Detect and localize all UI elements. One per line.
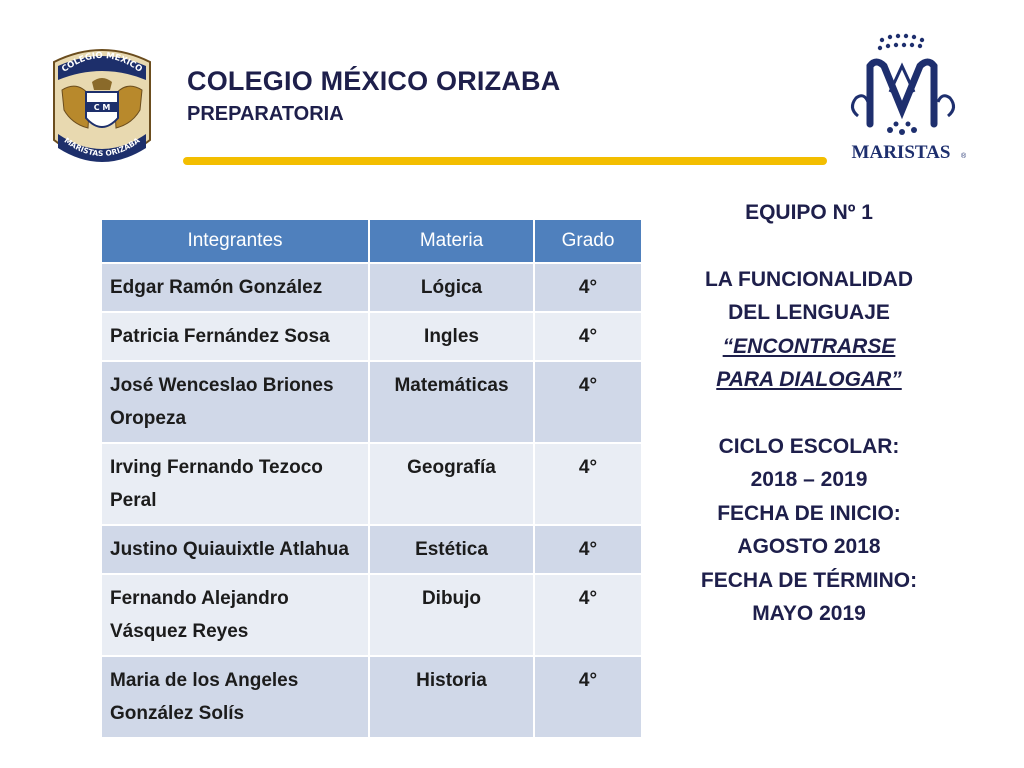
start-date-value: AGOSTO 2018 — [737, 535, 881, 558]
stars-icon — [878, 34, 924, 50]
table-row — [101, 312, 642, 361]
member-subject: Lógica — [369, 263, 534, 312]
cycle-label: CICLO ESCOLAR: — [718, 434, 900, 458]
member-subject: Historia — [369, 656, 534, 738]
table-row — [101, 525, 642, 574]
member-name: Patricia Fernández Sosa — [101, 312, 369, 361]
am-monogram-icon — [870, 62, 934, 124]
end-date-value: MAYO 2019 — [752, 602, 866, 625]
maristas-wordmark: MARISTAS — [851, 142, 951, 163]
table-row — [101, 574, 642, 656]
member-grade: 4° — [534, 263, 642, 312]
member-subject: Ingles — [369, 312, 534, 361]
member-name: Edgar Ramón González — [101, 263, 369, 312]
member-subject: Estética — [369, 525, 534, 574]
member-name: Maria de los Angeles González Solís — [101, 656, 369, 738]
start-date-label: FECHA DE INICIO: — [717, 501, 901, 525]
table-row — [101, 263, 642, 312]
team-label: EQUIPO Nº 1 — [745, 201, 873, 224]
crest-top-text: COLEGIO MEXICO — [60, 50, 144, 75]
member-name: Fernando Alejandro Vásquez Reyes — [101, 574, 369, 656]
column-header-integrantes: Integrantes — [101, 219, 369, 263]
member-grade: 4° — [534, 312, 642, 361]
member-grade: 4° — [534, 443, 642, 525]
end-date-label: FECHA DE TÉRMINO: — [700, 568, 918, 592]
topic-line-1: LA FUNCIONALIDAD — [704, 267, 914, 291]
table-row — [101, 361, 642, 443]
project-info-panel — [668, 196, 950, 631]
member-subject: Matemáticas — [369, 361, 534, 443]
topic-quote-line-2: PARA DIALOGAR” — [716, 368, 902, 391]
member-name: José Wenceslao Briones Oropeza — [101, 361, 369, 443]
registered-mark: ® — [961, 153, 967, 160]
column-header-grado: Grado — [534, 219, 642, 263]
member-name: Justino Quiauixtle Atlahua — [101, 525, 369, 574]
member-name: Irving Fernando Tezoco Peral — [101, 443, 369, 525]
member-subject: Geografía — [369, 443, 534, 525]
table-row — [101, 443, 642, 525]
member-subject: Dibujo — [369, 574, 534, 656]
topic-line-2: DEL LENGUAJE — [728, 301, 890, 324]
header-title-block — [187, 66, 560, 126]
table-header-row — [101, 219, 642, 263]
maristas-logo — [840, 32, 968, 168]
crest-monogram: C M — [93, 103, 111, 112]
member-grade: 4° — [534, 656, 642, 738]
page-title: COLEGIO MÉXICO ORIZABA — [187, 66, 561, 96]
table-row — [101, 656, 642, 738]
title-underline-rule — [183, 157, 827, 165]
member-grade: 4° — [534, 574, 642, 656]
member-grade: 4° — [534, 361, 642, 443]
page-subtitle: PREPARATORIA — [187, 103, 344, 125]
topic-quote-line-1: “ENCONTRARSE — [722, 334, 896, 358]
column-header-materia: Materia — [369, 219, 534, 263]
member-grade: 4° — [534, 525, 642, 574]
cycle-value: 2018 – 2019 — [750, 468, 868, 491]
team-members-table — [100, 218, 643, 739]
crest-bottom-text: MARISTAS ORIZABA — [62, 135, 142, 159]
colegio-mexico-crest-logo — [48, 44, 156, 168]
